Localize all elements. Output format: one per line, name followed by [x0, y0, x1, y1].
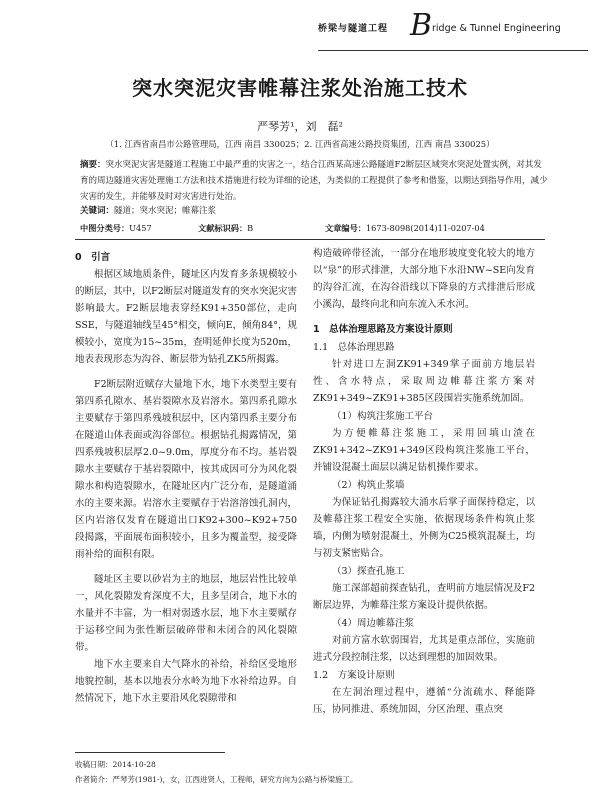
- footnote-received: 收稿日期：2014-10-28: [75, 760, 156, 769]
- clc-value: U457: [129, 223, 152, 233]
- left-column: [75, 245, 297, 707]
- paper-affiliation: （1. 江西省南昌市公路管理局，江西 南昌 330025；2. 江西省高速公路投资集团，江西 南昌 330025）: [105, 139, 495, 149]
- abstract-label: 摘要：: [80, 160, 106, 170]
- keywords-text: 隧道；突水突泥；帷幕注浆: [114, 206, 217, 216]
- step-heading-4: （4）周边帷幕注浆: [332, 618, 415, 629]
- paragraph: 在左洞治理过程中，遵循“分流疏水、释能降压，协同推进、系统加固，分区治理、重点突: [313, 687, 535, 715]
- paragraph: F2断层附近赋存大量地下水，地下水类型主要有第四系孔隙水、基岩裂隙水及岩溶水。第四系孔隙水主要赋存于第四系残坡积层中，区内第四系主要分布在隧道山体表面或沟谷部位。根据钻孔揭露情况，第四系残坡积层厚2.0~9.0m，厚度分布不均。基岩裂隙水主要赋存于基岩裂隙中，按其成因可分为风化裂隙水和构造裂隙水，在隧址区内广泛分布，是隧道涌水的主要来源。岩溶水主要赋存于岩溶溶蚀孔洞内，区内岩溶仅发育在隧道出口K92+300~K92+750段揭露，平面展布面积较小，且多为覆盖型，接受降雨补给的面积有限。: [75, 379, 297, 560]
- doc-code-value: B: [247, 223, 254, 233]
- header-divider: [318, 50, 588, 51]
- article-no-label: 文章编号：: [325, 223, 366, 233]
- section-heading-intro: 0 引言: [75, 252, 111, 263]
- doc-code-label: 文献标识码：: [198, 223, 248, 233]
- step-heading-2: （2）构筑止浆墙: [332, 480, 405, 491]
- subsection-heading-1-2: 1.2 方案设计原则: [313, 670, 395, 681]
- paper-title: 突水突泥灾害帷幕注浆处治施工技术: [132, 76, 468, 100]
- journal-name-en: ridge & Tunnel Engineering: [432, 23, 561, 34]
- abstract: [80, 157, 550, 205]
- footnote-author: 作者简介：严琴芳(1981-)，女，江西进贤人，工程师，研究方向为公路与桥梁施工。: [75, 775, 358, 784]
- journal-name-cn: 桥梁与隧道工程: [318, 24, 389, 34]
- keywords-label: 关键词：: [80, 206, 115, 216]
- journal-logo-letter: B: [410, 8, 433, 43]
- article-no-value: 1673-8098(2014)11-0207-04: [365, 223, 485, 233]
- paper-authors: 严琴芳¹，刘 磊²: [257, 120, 343, 133]
- step-heading-1: （1）构筑注浆施工平台: [332, 411, 434, 422]
- paragraph: 隧址区主要以砂岩为主的地层，地层岩性比较单一，风化裂隙发育深度不大，且多呈闭合，地下水的水量并不丰富，为一相对弱透水层，地下水主要赋存于运移空间为张性断层破碎带和未闭合的风化裂隙带。: [75, 574, 297, 653]
- right-column: [313, 245, 535, 718]
- paragraph: 为保证钻孔揭露较大涌水后掌子面保持稳定，以及帷幕注浆工程安全实施，依据现场条件构筑止浆墙，内侧为喷射混凝土，外侧为C25模筑混凝土，均与初支紧密贴合。: [313, 497, 535, 559]
- journal-header: [318, 8, 588, 44]
- paragraph: 地下水主要来自大气降水的补给，补给区受地形地貌控制，基本以地表分水岭为地下水补给边界。自然情况下，地下水主要沿风化裂隙带和: [75, 659, 297, 704]
- clc-label: 中图分类号：: [80, 223, 130, 233]
- paragraph: 根据区域地质条件，隧址区内发育多条规模较小的断层，其中，以F2断层对隧道发育的突水突泥灾害影响最大。F2断层地表穿经K91+350部位，走向SSE，与隧道轴线呈45°相交，倾向E，倾角84°，规模较小，宽度为15~35m，查明延伸长度为520m，地表表现形态为沟谷、断层带为钻孔ZK5所揭露。: [75, 269, 297, 365]
- paragraph: 构造破碎带径流，一部分在地形坡度变化较大的地方以“泉”的形式排泄，大部分地下水沿NW~SE向发育的沟谷汇流，在沟谷沿线以下降泉的方式排泄后形成小溪沟，最终向北和向东流入禾水河。: [313, 248, 535, 310]
- paragraph: 对前方富水软弱围岩，尤其是重点部位，实施前进式分段控制注浆，以达到理想的加固效果。: [313, 635, 535, 663]
- abstract-text: 突水突泥灾害是隧道工程施工中最严重的灾害之一，结合江西某高速公路隧道F2断层区域突水突泥处置实例，对其发育的周边隧道灾害处理施工方法和技术措施进行较为详细的论述，为类似的工程提供了参考和借鉴，以期达到指导作用，减少灾害的发生，并能够及时对灾害进行处治。: [80, 160, 548, 202]
- paragraph: 为方便帷幕注浆施工，采用回填山渣在ZK91+342~ZK91+349区段构筑注浆施工平台，并铺设混凝土面层以满足钻机操作要求。: [313, 428, 535, 473]
- footnote-divider: [75, 752, 225, 753]
- paragraph: 施工深部超前探查钻孔，查明前方地层情况及F2断层边界，为帷幕注浆方案设计提供依据。: [313, 583, 535, 611]
- subsection-heading-1-1: 1.1 总体治理思路: [313, 342, 395, 353]
- step-heading-3: （3）探查孔施工: [332, 566, 405, 577]
- paragraph: 针对进口左洞ZK91+349掌子面前方地层岩性、含水特点，采取周边帷幕注浆方案对ZK91+349~ZK91+385区段围岩实施系统加固。: [313, 359, 535, 404]
- meta-divider: [75, 239, 545, 240]
- section-heading-1: 1 总体治理思路及方案设计原则: [313, 324, 453, 335]
- keywords: [80, 203, 550, 219]
